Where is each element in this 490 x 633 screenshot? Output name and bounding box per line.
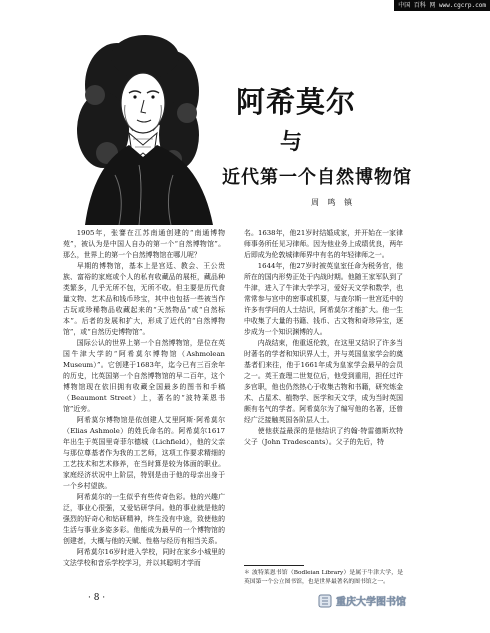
paragraph: 使他获益最深的是他结识了约翰·特雷德斯坎特父子（John Tradescants）。父子的先后，特 xyxy=(244,427,403,446)
left-text-column xyxy=(63,228,225,567)
library-seal-icon xyxy=(318,594,332,608)
article-title-connector: 与 xyxy=(280,129,303,155)
paragraph: 1644年，他27岁时被英皇室任命为税务官，他所在的国内形势正处于内战时期。他随王家军队到了牛津，进入了牛津大学学习，爱好天文学和数学，也常常参与宫中的密事或机要，与查尔斯一世宫廷中的许多有学问的人士结识，阿希莫尔才能扩大。他一生中收集了大量的书籍、钱币、古文物和奇珍异宝，逐步成为一个知识渊博的人。 xyxy=(244,262,403,336)
article-title-main: 阿希莫尔 xyxy=(236,85,357,119)
footnote: ＊ 波特莱恩书馆（Bodleian Library）是属于牛津大学，是英国第一个公立图书馆，也是世界最著名的图书馆之一。 xyxy=(244,570,403,585)
site-url-banner: 中国 百科 网 www.cgcrp.com xyxy=(394,0,490,11)
footnote-divider xyxy=(244,565,304,566)
right-text-column xyxy=(244,228,403,538)
portrait-illustration xyxy=(55,25,223,225)
library-watermark xyxy=(318,593,406,608)
library-watermark-text: 重庆大学图书馆 xyxy=(336,597,406,608)
paragraph: 阿希莫尔博物馆是依创建人艾里阿斯·阿希莫尔（Elias Ashmole）的姓氏命名的。阿希莫尔1617年出生于英国里奇菲尔德城（Lichfield），他的父亲与那位尊基者作为我的工艺师，这项工作要求精细的工艺技术和艺术修养，在当时算是较为体面的职业。家庭经济状况中上阶层，特别是由于他的母亲出身于一个乡村望族。 xyxy=(63,416,225,490)
paragraph: 早期的博物馆，基本上是宫廷、教会、王公贵族、富裕的家庭或个人的私有收藏品的展柜，藏品种类繁多，几乎无所不包，无所不收。但主要是历代食量文物、艺术品和钱币珍宝，其中也包括一些被当作古玩或珍稀物品收藏起来的“天然物品”或“自然标本”。后者的发展和扩大，形成了近代的“自然博物馆”，或“自然历史博物馆”。 xyxy=(63,262,225,336)
paragraph: 国际公认的世界上第一个自然博物馆，是位在英国牛津大学的“阿希莫尔博物馆（Ashmolean Museum）”。它创建于1683年，迄今已有三百余年的历史，比英国第一个自然博物馆的早二百年，这个博物馆现在依旧拥有收藏全国最多的图书和手稿（Beaumont Street）上，著名的“波特莱恩书馆”近旁。 xyxy=(63,339,225,413)
article-title-sub: 近代第一个自然博物馆 xyxy=(222,167,412,188)
paragraph: 1905年，张謇在江苏南通创建的“南通博物苑”，被认为是中国人自办的第一个“自然博物馆”。那么，世界上的第一个自然博物馆在哪儿呢？ xyxy=(63,229,225,259)
paragraph: 内战结束，他重返伦敦，在这里又结识了许多当时著名的学者和知识界人士，并与英国皇家学会的奠基者们来往，他于1661年成为皇家学会最早的会员之一。英王查理二世复位后，他受到重用，担任过许多官职，他也仍然热心于收集古物和书籍，研究炼金术、占星术、植物学、医学和天文学，成为当时英国颇有名气的学者。阿希莫尔为了编写他的名著，还曾经广泛接触英国各阶层人士。 xyxy=(244,339,403,424)
paragraph: 阿希莫尔的一生似乎有些传奇色彩。他的兴趣广泛，事业心很强，又爱钻研学问。他的事业就是他的强烈的好奇心和钻研精神，终生没有中途，致使他的生活与事业多姿多彩。他能成为最早的一个博物馆的创建者，大概与他的天赋、性格与经历有相当关系。 xyxy=(63,493,225,545)
page-number: · 8 · xyxy=(88,593,106,603)
paragraph: 阿希莫尔16岁时进入学校，同时在家乡小城里的文法学校和音乐学校学习，并以其聪明才学而 xyxy=(63,548,225,567)
article-author: 周 鸣 镇 xyxy=(311,198,356,207)
paragraph-continued: 名。1638年，他21岁时结婚成家，并开始在一家律师事务所任见习律师。因为他业务上成绩优良，两年后即成为伦敦城律师界中有名的年轻律师之一。 xyxy=(244,229,403,259)
